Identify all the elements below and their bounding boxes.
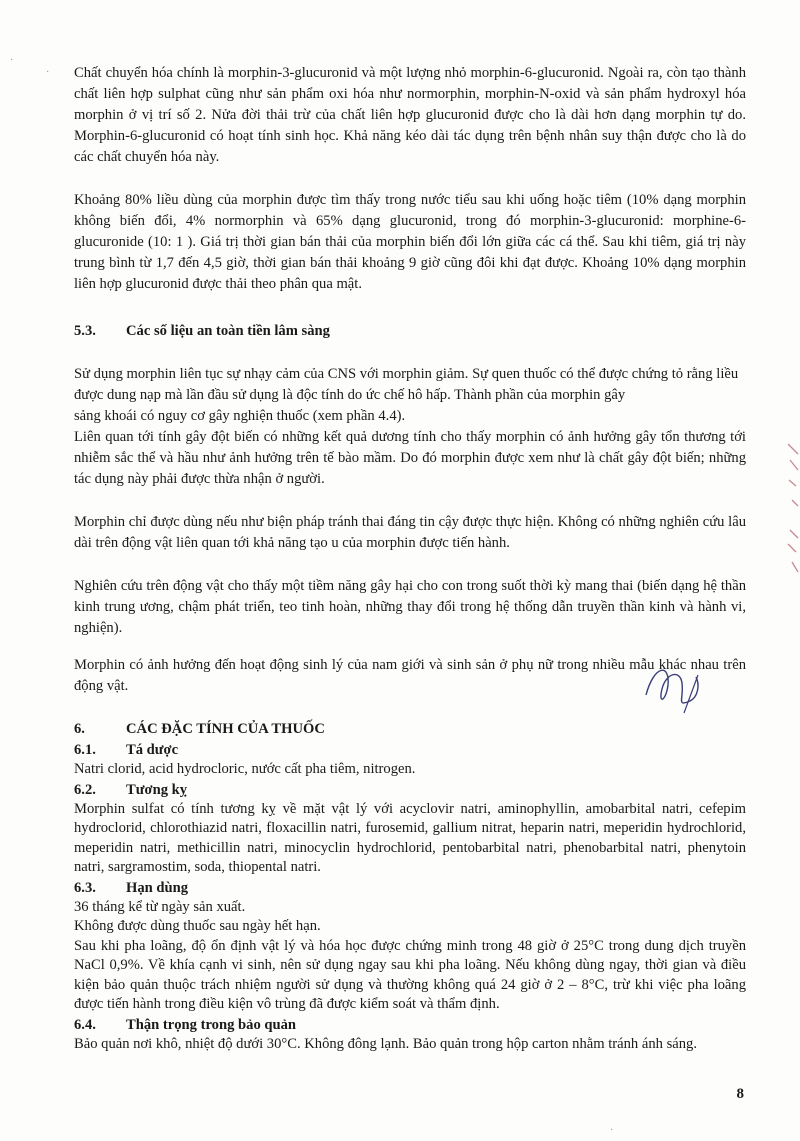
subsection-title: Thận trọng trong bảo quản (126, 1016, 297, 1033)
subsection-6-2-heading (74, 780, 746, 800)
paragraph-preclinical-1: Sử dụng morphin liên tục sự nhạy cảm của CNS với morphin giảm. Sự quen thuốc có thể được chứng tỏ rằng liều được dung nạp mà lần đầu sử dụng là độc tính do ức chế hô hấp. Thành phần của morphin gây (74, 366, 739, 403)
section-number: 5.3. (74, 323, 96, 339)
subsection-number: 6.1. (74, 742, 96, 758)
subsection-6-1-heading (74, 740, 746, 760)
section-5-3-heading (74, 321, 746, 342)
scan-speck: · (10, 55, 14, 66)
subsection-number: 6.4. (74, 1016, 96, 1033)
document-page (74, 63, 746, 1054)
subsection-number: 6.2. (74, 781, 96, 798)
subsection-title: Tương kỵ (126, 781, 188, 798)
subsection-6-4-heading (74, 1015, 746, 1035)
scan-speck: · (610, 1125, 614, 1136)
incompatibilities-text: Morphin sulfat có tính tương kỵ về mặt vật lý với acyclovir natri, aminophyllin, amobarbital natri, cefepim hydroclorid, chlorothiazid natri, floxacillin natri, furosemid, gallium nitrat, heparin natri, meperidin hydrochlorid, meperidin natri, methicillin natri, minocyclin hydrochlorid, pentobarbital natri, phenobarbital natri, phenytoin natri, sargramostim, soda, thiopental natri. (74, 800, 746, 875)
subsection-number: 6.3. (74, 879, 96, 896)
section-title: Các số liệu an toàn tiền lâm sàng (126, 323, 330, 339)
scan-speck: · (46, 67, 50, 78)
section-number: 6. (74, 721, 85, 737)
shelf-life-line-3: Sau khi pha loãng, độ ổn định vật lý và hóa học được chứng minh trong 48 giờ ở 25°C trong dung dịch truyền NaCl 0,9%. Về khía cạnh vi sinh, nên sử dụng ngay sau khi pha loãng. Nếu không dùng ngay, thời gian và điều kiện bảo quản thuộc trách nhiệm người sử dụng và thường không quá 24 giờ ở 2 – 8°C, trừ khi việc pha loãng được tiến hành trong điều kiện vô trùng đã được kiểm soát và thẩm định. (74, 937, 746, 1012)
margin-stamp-fragment (786, 440, 800, 597)
handwritten-signature (640, 655, 710, 722)
storage-text: Bảo quản nơi khô, nhiệt độ dưới 30°C. Không đông lạnh. Bảo quản trong hộp carton nhằm tránh ánh sáng. (74, 1035, 697, 1052)
shelf-life-line-2: Không được dùng thuốc sau ngày hết hạn. (74, 918, 321, 934)
paragraph-contraception: Morphin chỉ được dùng nếu như biện pháp tránh thai đáng tin cậy được thực hiện. Không có những nghiên cứu lâu dài trên động vật liên quan tới khả năng tạo u của morphin được tiến hành. (74, 514, 746, 551)
subsection-title: Tá dược (126, 742, 179, 758)
paragraph-excretion: Khoảng 80% liều dùng của morphin được tìm thấy trong nước tiểu sau khi uống hoặc tiêm (10% dạng morphin không biến đổi, 4% normorphin và 65% dạng glucuronid, trong đó morphin-3-glucuronid: morphine-6-glucuronide (10: 1 ). Giá trị thời gian bán thải của morphin biến đổi lớn giữa các cá thể. Sau khi tiêm, giá trị này trung bình từ 1,7 đến 4,5 giờ, thời gian bán thải khoảng 9 giờ cũng đôi khi đạt được. Khoảng 10% dạng morphin liên hợp glucuronid được thải theo phân qua mật. (74, 192, 746, 292)
excipients-text: Natri clorid, acid hydrocloric, nước cất pha tiêm, nitrogen. (74, 761, 416, 777)
section-6 (74, 719, 746, 1054)
section-6-heading (74, 719, 746, 740)
subsection-title: Hạn dùng (126, 879, 189, 896)
page-number: 8 (736, 1086, 744, 1102)
section-title: CÁC ĐẶC TÍNH CỦA THUỐC (126, 721, 325, 737)
shelf-life-line-1: 36 tháng kể từ ngày sản xuất. (74, 898, 246, 915)
paragraph-metabolites: Chất chuyển hóa chính là morphin-3-glucuronid và một lượng nhỏ morphin-6-glucuronid. Ngoài ra, còn tạo thành chất liên hợp sulphat cũng như sản phẩm oxi hóa như normorphin, morphin-N-oxid và sản phẩm hydroxyl hóa morphin ở vị trí số 2. Nửa đời thải trừ của chất liên hợp glucuronid được cho là dài hơn dạng morphin tự do. Morphin-6-glucuronid có hoạt tính sinh học. Khả năng kéo dài tác dụng trên bệnh nhân suy thận được cho là do các chất chuyển hóa này. (74, 65, 746, 165)
paragraph-animal-studies: Nghiên cứu trên động vật cho thấy một tiềm năng gây hại cho con trong suốt thời kỳ mang thai (biến dạng hệ thần kinh trung ương, chậm phát triển, teo tinh hoàn, những thay đổi trong hệ thống dẫn truyền thần kinh và hành vi, nghiện). (74, 578, 746, 636)
paragraph-reproduction: Morphin có ảnh hưởng đến hoạt động sinh lý của nam giới và sinh sản ở phụ nữ trong nhiều mẫu khác nhau trên động vật. (74, 657, 746, 694)
subsection-6-3-heading (74, 878, 746, 898)
paragraph-preclinical-2: sảng khoái có nguy cơ gây nghiện thuốc (xem phần 4.4). (74, 408, 406, 424)
paragraph-preclinical-3: Liên quan tới tính gây đột biến có những kết quả dương tính cho thấy morphin có ảnh hưởng gây tổn thương tới nhiễm sắc thể và hầu như ảnh hưởng trên tế bào mầm. Do đó morphin được xem như là chất gây đột biến; những tác dụng này phải được thừa nhận ở người. (74, 429, 746, 487)
